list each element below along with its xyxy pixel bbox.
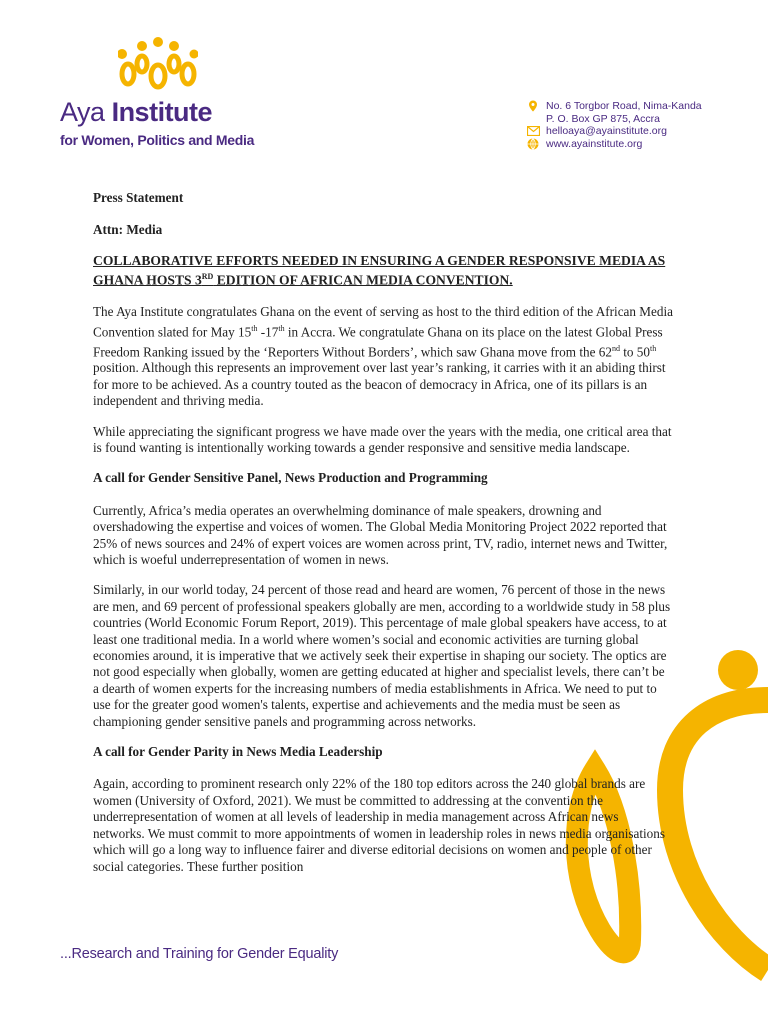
letterhead [0, 0, 768, 160]
attn-line: Attn: Media [93, 222, 163, 238]
statement-label: Press Statement [93, 190, 184, 205]
address-line-2: P. O. Box GP 875, Accra [546, 112, 661, 125]
press-statement [93, 190, 673, 875]
paragraph-5: Again, according to prominent research only 22% of the 180 top editors across the 240 global brands are women (University of Oxford, 2021). We must be committed to addressing at the convention the underrepresentation of women at all levels of leadership in media management across African news networks. We must commit to more appointments of women in leadership roles in news media organisations which will go a long way to influence fairer and diverse editorial decisions on women and people of other social categories. These further position [93, 776, 666, 874]
email-icon [526, 125, 540, 137]
org-tagline: for Women, Politics and Media [60, 132, 255, 148]
website-line[interactable]: www.ayainstitute.org [526, 138, 766, 151]
paragraph-4: Similarly, in our world today, 24 percent of those read and heard are women, 76 percent of those in the news are men, and 69 percent of professional speakers globally are men, according to a worldwide study in 58 plus countries (World Economic Forum Report, 2019). This percentage of male global speakers have access, to at least one traditional media. In a world where women’s social and economic activities are turning global economies around, it is imperative that we actively seek their expertise in shaping our society. The optics are not good especially when globally, women are getting educated at higher and specialist levels, there can’t be a dearth of women experts for the increasing numbers of media establishments in Africa. We need to put to use for the greater good women's talents, expertise and achievements and the media must be seen as championing gender sensitive panels and programming across networks. [93, 582, 671, 729]
paragraph-2: While appreciating the significant progress we have made over the years with the media, one critical area that is found wanting is intentionally working towards a gender responsive and sensitive media landscape. [93, 423, 672, 455]
section-heading-2: A call for Gender Parity in News Media Leadership [93, 744, 383, 760]
section-heading-1: A call for Gender Sensitive Panel, News Production and Programming [93, 470, 488, 486]
paragraph-3: Currently, Africa’s media operates an overwhelming dominance of male speakers, drowning and overshadowing the expertise and voices of women. The Global Media Monitoring Project 2022 reported that 25% of news sources and 24% of expert voices are women across print, TV, radio, internet news and Twitter, which is woeful underrepresentation of women in news. [93, 502, 668, 567]
email-line[interactable]: helloaya@ayainstitute.org [526, 125, 766, 138]
contact-block [526, 100, 766, 150]
globe-icon [526, 138, 540, 150]
footer-slogan: ...Research and Training for Gender Equality [60, 946, 339, 962]
statement-title: COLLABORATIVE EFFORTS NEEDED IN ENSURING A GENDER RESPONSIVE MEDIA AS GHANA HOSTS 3RD EDITION OF AFRICAN MEDIA CONVENTION. [93, 252, 666, 288]
aya-logo-icon [118, 36, 198, 92]
org-name: Aya Institute [60, 97, 213, 127]
address-line-1: No. 6 Torgbor Road, Nima-Kanda [526, 100, 766, 113]
paragraph-intro: The Aya Institute congratulates Ghana on the event of serving as host to the third edition of the African Media Convention slated for May 15th -17th in Accra. We congratulate Ghana on its place on the latest Global Press Freedom Ranking issued by the ‘Reporters Without Borders’, which saw Ghana move from the 62nd to 50th position. Although this represents an improvement over last year’s ranking, it carries with it an abiding thirst for more to be achieved. As a country touted as the beacon of democracy in Africa, one of its pillars is an independent and thriving media. [93, 304, 673, 409]
location-pin-icon [526, 100, 540, 112]
